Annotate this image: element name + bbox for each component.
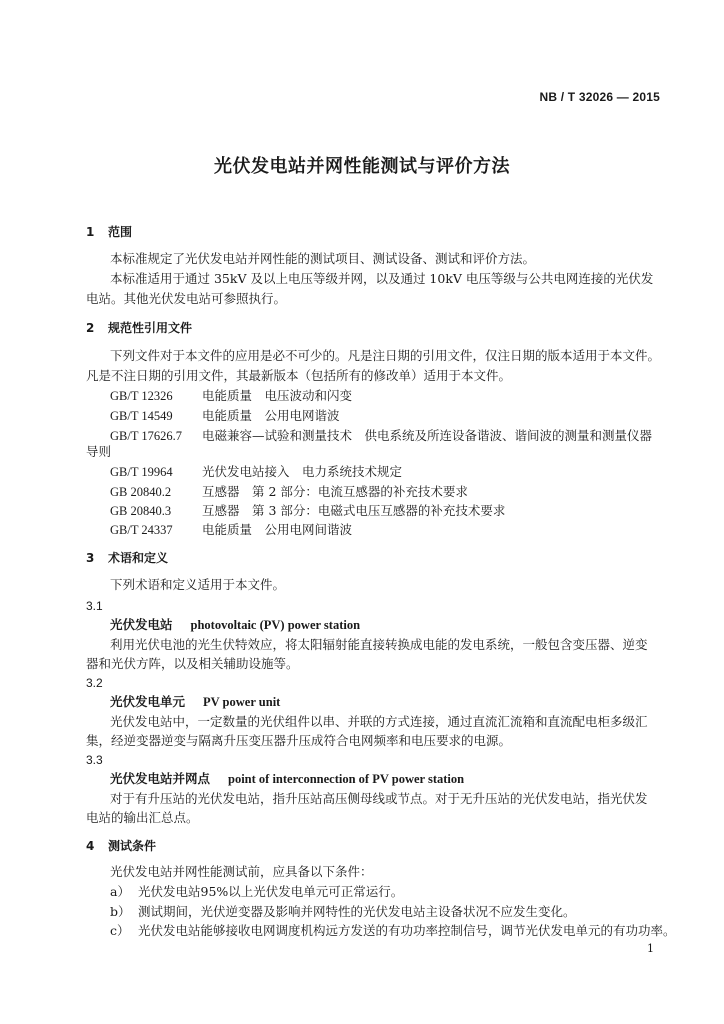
- term-en: point of interconnection of PV power station: [228, 772, 465, 786]
- paragraph: 本标准适用于通过 35kV 及以上电压等级并网，以及通过 10kV 电压等级与公共电网连接的光伏发: [110, 271, 654, 286]
- section-title: 术语和定义: [108, 551, 169, 565]
- list-label: b）: [110, 904, 131, 919]
- list-item: [110, 904, 576, 920]
- reference-continuation: 导则: [86, 444, 112, 459]
- section-number: 2: [86, 321, 95, 335]
- definition-continuation: 电站的输出汇总点。: [86, 810, 199, 825]
- reference-title: 光伏发电站接入 电力系统技术规定: [202, 464, 403, 479]
- reference-title: 电磁兼容—试验和测量技术 供电系统及所连设备谐波、谐间波的测量和测量仪器: [202, 428, 653, 443]
- reference-code: GB/T 14549: [110, 409, 173, 423]
- page-number: 1: [647, 942, 654, 955]
- reference-item: [110, 408, 340, 424]
- term-en: PV power unit: [203, 695, 281, 709]
- section-4-heading: [86, 838, 156, 854]
- reference-item: [110, 388, 352, 404]
- reference-item: [110, 522, 352, 538]
- paragraph-continuation: 凡是不注日期的引用文件，其最新版本（包括所有的修改单）适用于本文件。: [86, 368, 512, 383]
- term-zh: 光伏发电单元: [110, 694, 186, 709]
- reference-code: GB/T 12326: [110, 389, 173, 403]
- reference-code: GB 20840.3: [110, 504, 172, 518]
- definition-continuation: 器和光伏方阵，以及相关辅助设施等。: [86, 656, 299, 671]
- reference-code: GB/T 19964: [110, 465, 173, 479]
- paragraph: 下列术语和定义适用于本文件。: [110, 577, 286, 592]
- term-zh: 光伏发电站并网点: [110, 771, 211, 786]
- reference-code: GB 20840.2: [110, 485, 172, 499]
- list-label: c）: [110, 923, 130, 938]
- list-text: 光伏发电站能够接收电网调度机构远方发送的有功功率控制信号，调节光伏发电单元的有功功率。: [138, 923, 676, 938]
- section-number: 1: [86, 225, 95, 239]
- list-text: 光伏发电站95%以上光伏发电单元可正常运行。: [138, 884, 404, 899]
- section-number: 3: [86, 551, 95, 565]
- reference-title: 电能质量 电压波动和闪变: [202, 388, 353, 403]
- reference-item: [110, 428, 652, 444]
- list-item: [110, 923, 676, 939]
- reference-item: [110, 484, 468, 500]
- paragraph-continuation: 电站。其他光伏发电站可参照执行。: [86, 291, 287, 306]
- paragraph: 本标准规定了光伏发电站并网性能的测试项目、测试设备、测试和评价方法。: [110, 251, 536, 266]
- definition-continuation: 集，经逆变器逆变与隔离升压变压器升压成符合电网频率和电压要求的电源。: [86, 733, 512, 748]
- section-3-heading: [86, 550, 168, 566]
- term-heading: [110, 771, 464, 787]
- subclause-number: 3.3: [86, 753, 103, 767]
- term-zh: 光伏发电站: [110, 617, 173, 632]
- reference-item: [110, 503, 505, 519]
- subclause-number: 3.2: [86, 676, 103, 690]
- paragraph: 下列文件对于本文件的应用是必不可少的。凡是注日期的引用文件，仅注日期的版本适用于本文件。: [110, 348, 661, 363]
- term-en: photovoltaic (PV) power station: [190, 618, 361, 632]
- section-title: 范围: [108, 225, 133, 239]
- reference-title: 电能质量 公用电网间谐波: [202, 522, 353, 537]
- reference-code: GB/T 17626.7: [110, 429, 182, 443]
- standard-number: NB / T 32026 — 2015: [539, 90, 660, 104]
- term-heading: [110, 617, 360, 633]
- reference-item: [110, 464, 402, 480]
- subclause-number: 3.1: [86, 599, 103, 613]
- reference-code: GB/T 24337: [110, 523, 173, 537]
- reference-title: 电能质量 公用电网谐波: [202, 408, 340, 423]
- list-label: a）: [110, 884, 130, 899]
- list-item: [110, 884, 403, 900]
- document-title: 光伏发电站并网性能测试与评价方法: [214, 156, 510, 177]
- definition: 利用光伏电池的光生伏特效应，将太阳辐射能直接转换成电能的发电系统，一般包含变压器、逆变: [110, 637, 648, 652]
- term-heading: [110, 694, 280, 710]
- section-2-heading: [86, 320, 192, 336]
- reference-title: 互感器 第 3 部分：电磁式电压互感器的补充技术要求: [202, 503, 506, 518]
- section-number: 4: [86, 839, 95, 853]
- paragraph: 光伏发电站并网性能测试前，应具备以下条件：: [110, 864, 373, 879]
- reference-title: 互感器 第 2 部分：电流互感器的补充技术要求: [202, 484, 468, 499]
- section-title: 测试条件: [108, 839, 157, 853]
- section-1-heading: [86, 224, 132, 240]
- section-title: 规范性引用文件: [108, 321, 193, 335]
- definition: 对于有升压站的光伏发电站，指升压站高压侧母线或节点。对于无升压站的光伏发电站，指光伏发: [110, 791, 648, 806]
- definition: 光伏发电站中，一定数量的光伏组件以串、并联的方式连接，通过直流汇流箱和直流配电柜多级汇: [110, 714, 648, 729]
- list-text: 测试期间，光伏逆变器及影响并网特性的光伏发电站主设备状况不应发生变化。: [138, 904, 576, 919]
